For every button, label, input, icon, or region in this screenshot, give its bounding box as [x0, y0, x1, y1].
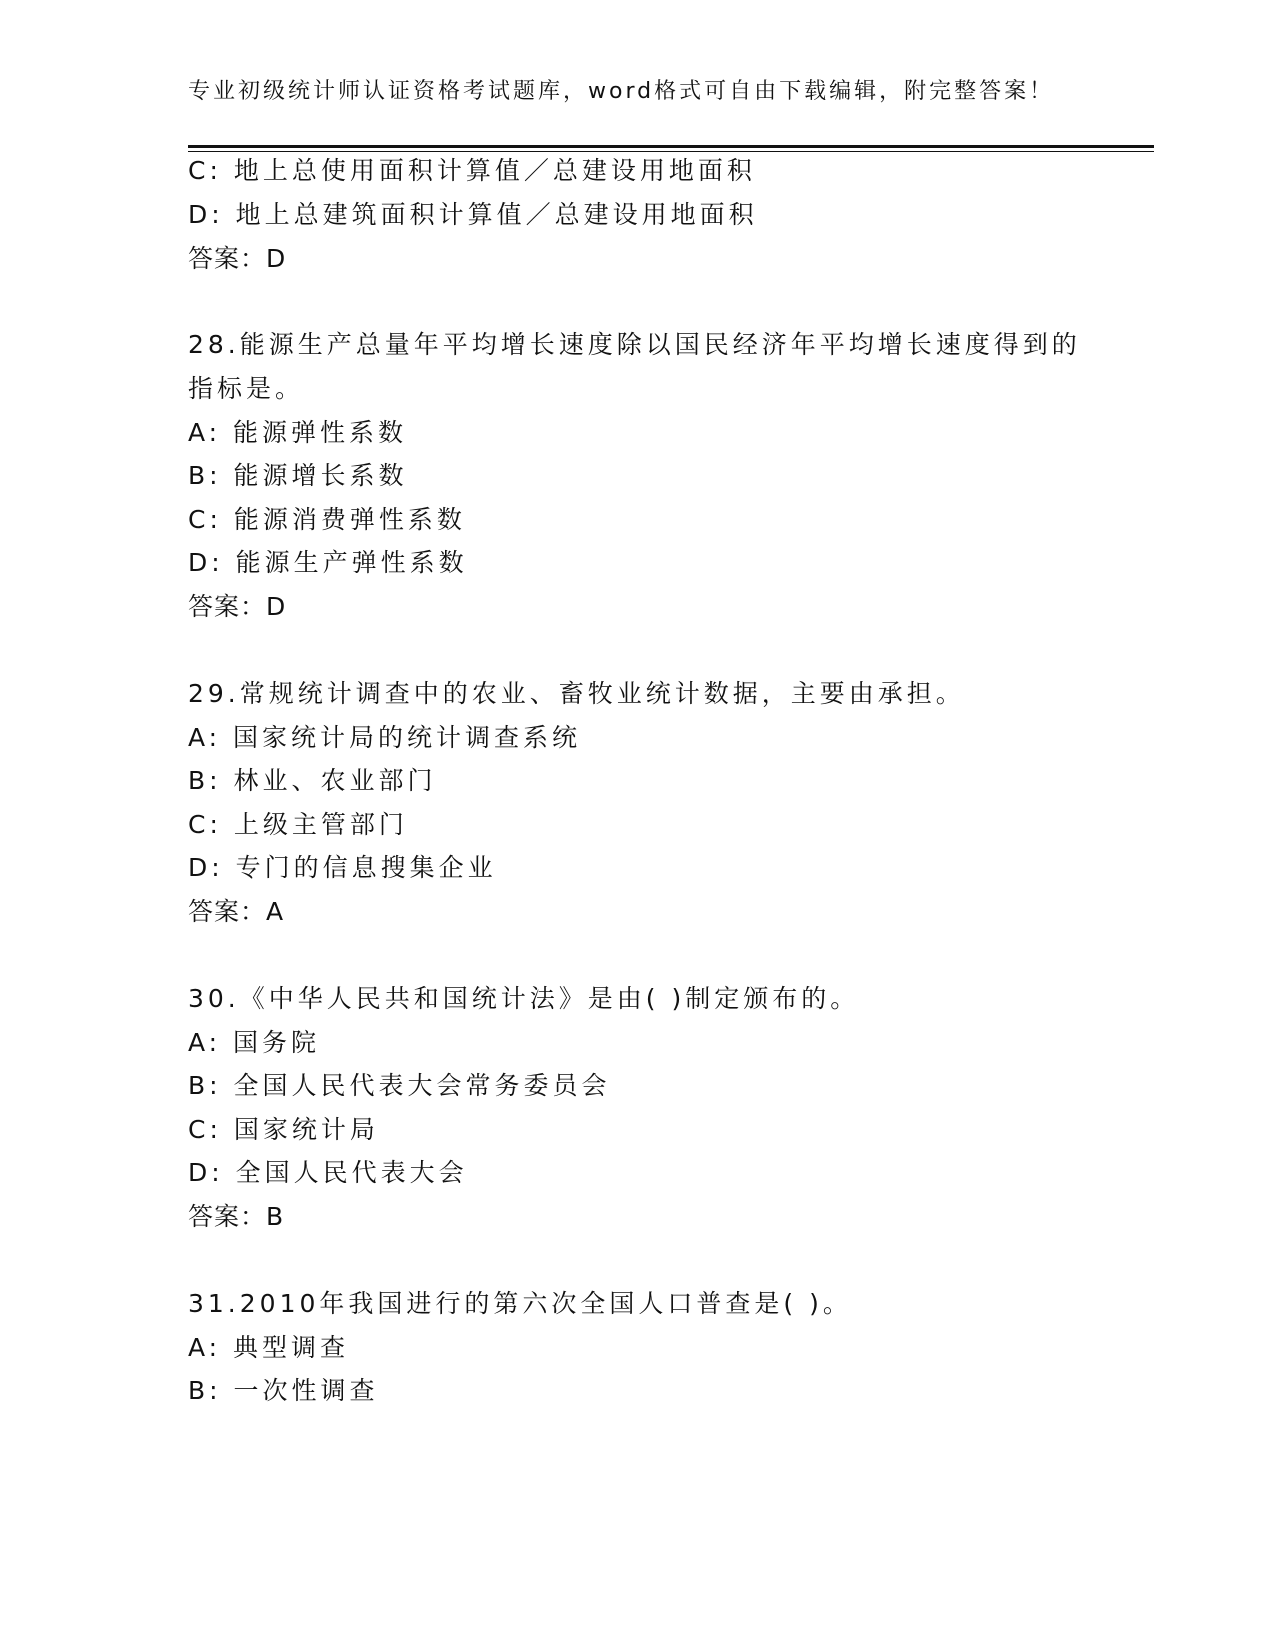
- option-b: B: 能源增长系数: [188, 461, 408, 490]
- question-text: 31.2010年我国进行的第六次全国人口普查是( )。: [188, 1289, 852, 1318]
- question-text-continued: 指标是。: [188, 374, 305, 403]
- question-text: 29.常规统计调查中的农业、畜牧业统计数据，主要由承担。: [188, 679, 965, 708]
- option-c: C: 国家统计局: [188, 1115, 379, 1144]
- option-b: B: 一次性调查: [188, 1376, 379, 1405]
- option-d: D: 全国人民代表大会: [188, 1158, 468, 1187]
- header-divider-thin: [188, 151, 1154, 152]
- answer-line: 答案：D: [188, 592, 287, 621]
- option-d: D: 能源生产弹性系数: [188, 548, 468, 577]
- answer-line: 答案：B: [188, 1202, 285, 1231]
- option-a: A: 国务院: [188, 1028, 321, 1057]
- option-c: C: 地上总使用面积计算值／总建设用地面积: [188, 156, 756, 185]
- page-header: 专业初级统计师认证资格考试题库，word格式可自由下载编辑，附完整答案！: [188, 79, 1055, 104]
- answer-line: 答案：D: [188, 244, 287, 273]
- option-b: B: 全国人民代表大会常务委员会: [188, 1071, 611, 1100]
- option-c: C: 能源消费弹性系数: [188, 505, 466, 534]
- option-d: D: 专门的信息搜集企业: [188, 853, 497, 882]
- answer-line: 答案：A: [188, 897, 285, 926]
- option-a: A: 能源弹性系数: [188, 418, 408, 447]
- option-a: A: 国家统计局的统计调查系统: [188, 723, 582, 752]
- option-c: C: 上级主管部门: [188, 810, 408, 839]
- question-text: 30.《中华人民共和国统计法》是由( )制定颁布的。: [188, 984, 860, 1013]
- question-text: 28.能源生产总量年平均增长速度除以国民经济年平均增长速度得到的: [188, 330, 1081, 359]
- option-d: D: 地上总建筑面积计算值／总建设用地面积: [188, 200, 758, 229]
- header-divider-thick: [188, 145, 1154, 148]
- option-b: B: 林业、农业部门: [188, 766, 437, 795]
- option-a: A: 典型调查: [188, 1333, 350, 1362]
